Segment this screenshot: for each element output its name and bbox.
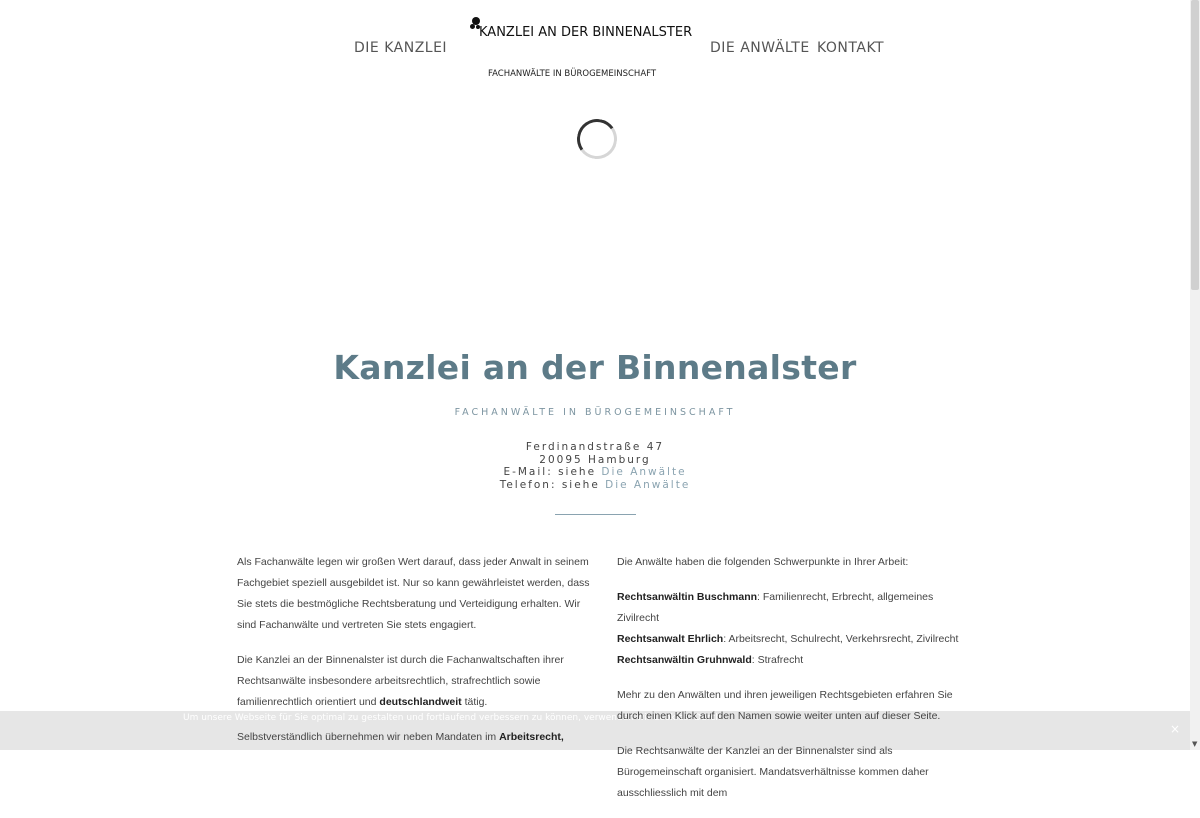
phone-label: Telefon: siehe bbox=[499, 478, 606, 491]
nav-die-anwaelte[interactable]: DIE ANWÄLTE bbox=[710, 40, 810, 56]
address-block bbox=[0, 441, 1190, 491]
paragraph: Die Kanzlei an der Binnenalster ist durch die Fachanwaltschaften ihrer Rechtsanwälte insbesondere arbeitsrechtlich, strafrechtlich sowie familienrechtlich orientiert und deutschlandweit tätig. bbox=[237, 654, 564, 708]
left-column bbox=[237, 552, 597, 762]
email-anwaelte-link[interactable]: Die Anwälte bbox=[601, 466, 687, 478]
lawyer-item[interactable]: Rechtsanwalt Ehrlich: Arbeitsrecht, Schulrecht, Verkehrsrecht, Zivilrecht bbox=[617, 633, 959, 645]
phone-anwaelte-link[interactable]: Die Anwälte bbox=[605, 478, 691, 491]
scrollbar-thumb[interactable] bbox=[1191, 0, 1199, 290]
logo-title: KANZLEI AN DER BINNENALSTER bbox=[479, 25, 693, 40]
page-title: Kanzlei an der Binnenalster bbox=[333, 348, 857, 387]
cookie-text: Um unsere Webseite für Sie optimal zu gestalten und fortlaufend verbessern zu können, verwenden wir Cookies. Durch bbox=[183, 713, 721, 723]
right-column bbox=[617, 552, 962, 818]
logo-subtitle: FACHANWÄLTE IN BÜROGEMEINSCHAFT bbox=[488, 69, 657, 79]
divider bbox=[555, 514, 636, 515]
paragraph: Mehr zu den Anwälten und ihren jeweiligen Rechtsgebieten erfahren Sie durch einen Klick auf den Namen sowie weiter unten auf dieser Seite. bbox=[617, 689, 953, 722]
paragraph: Die Anwälte haben die folgenden Schwerpunkte in Ihrer Arbeit: bbox=[617, 556, 909, 568]
logo-dot-icon bbox=[470, 24, 475, 29]
paragraph: Als Fachanwälte legen wir großen Wert darauf, dass jeder Anwalt in seinem Fachgebiet speziell ausgebildet ist. Nur so kann gewährleistet werden, dass Sie stets die bestmögliche Rechtsberatung und Verteidigung erhalten. Wir sind Fachanwälte und vertreten Sie stets engagiert. bbox=[237, 556, 590, 631]
close-icon[interactable]: × bbox=[1170, 722, 1181, 736]
scrollbar[interactable] bbox=[1190, 0, 1200, 750]
paragraph: Die Rechtsanwälte der Kanzlei an der Binnenalster sind als Bürogemeinschaft organisiert. Mandatsverhältnisse kommen daher ausschliesslich mit dem bbox=[617, 745, 929, 799]
street: Ferdinandstraße 47 bbox=[525, 441, 665, 453]
phone-line bbox=[0, 479, 1190, 492]
nav-kontakt[interactable]: KONTAKT bbox=[817, 40, 885, 56]
lawyer-list bbox=[617, 587, 962, 671]
nav-die-kanzlei[interactable]: DIE KANZLEI bbox=[354, 40, 448, 56]
email-label: E-Mail: siehe bbox=[503, 466, 602, 478]
lawyer-item[interactable]: Rechtsanwältin Buschmann: Familienrecht, Erbrecht, allgemeines Zivilrecht bbox=[617, 591, 934, 624]
page-subtitle: FACHANWÄLTE IN BÜROGEMEINSCHAFT bbox=[454, 407, 736, 418]
loading-spinner-icon bbox=[574, 116, 620, 162]
email-line bbox=[0, 466, 1190, 479]
logo[interactable] bbox=[470, 16, 693, 86]
lawyer-item[interactable]: Rechtsanwältin Gruhnwald: Strafrecht bbox=[617, 654, 804, 666]
paragraph: Selbstverständlich übernehmen wir neben Mandaten im Arbeitsrecht, bbox=[237, 731, 564, 743]
scroll-down-arrow-icon[interactable]: ▼ bbox=[1192, 740, 1198, 748]
city: 20095 Hamburg bbox=[539, 453, 651, 466]
